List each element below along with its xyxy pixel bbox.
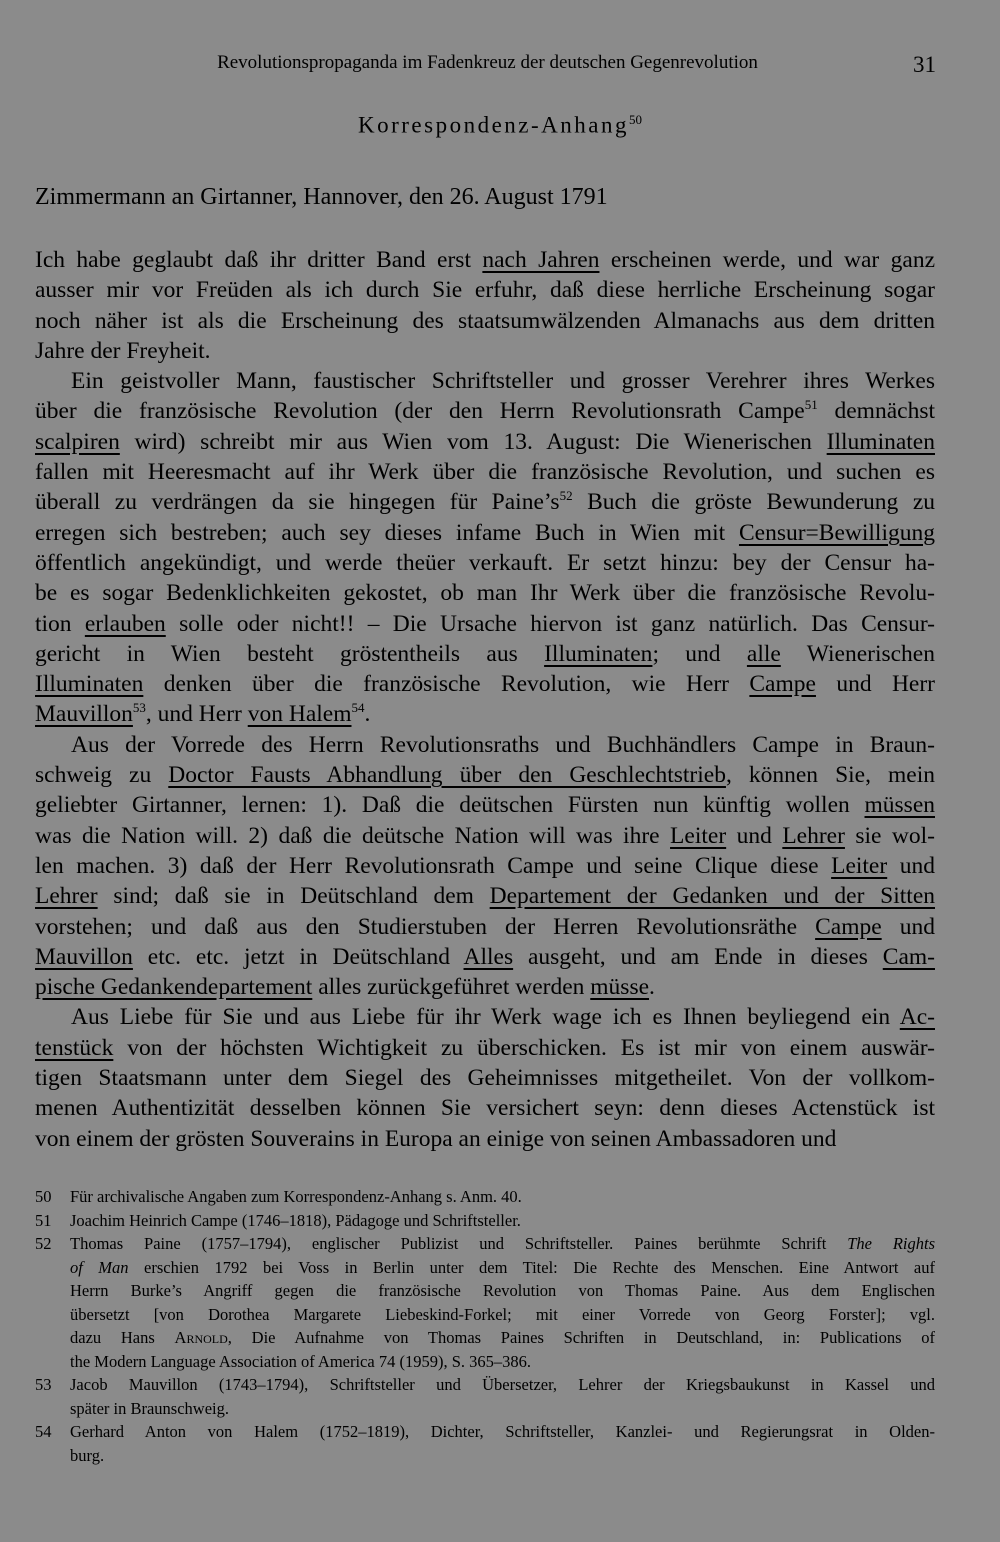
- underlined-text: nach Jahren: [482, 247, 600, 273]
- section-title: [0, 112, 1000, 139]
- text-run: öffentlich angekündigt, und werde theüer verkauft. Er setzt hinzu: bey der Censur ha-: [35, 549, 935, 576]
- underlined-text: Illuminaten: [826, 428, 935, 455]
- footnote-line: [70, 1350, 935, 1374]
- text-run: ausser mir vor Freüden als ich durch Sie erfuhr, daß diese herrliche Erscheinung sogar: [35, 277, 935, 304]
- footnote: [35, 1373, 935, 1420]
- text-line: [35, 336, 935, 366]
- underlined-text: Illuminaten: [544, 640, 653, 667]
- footnote-ref: 51: [804, 397, 818, 413]
- text-run: , und Herr: [145, 701, 248, 728]
- text-run: Thomas Paine (1757–1794), englischer Publizist und Schriftsteller. Paines berühmte Schrift: [70, 1234, 848, 1253]
- text-run: demnächst: [817, 398, 935, 425]
- text-run: fallen mit Heeresmacht auf ihr Werk über die französische Revolution, und suchen es: [35, 459, 935, 486]
- text-run: erschien 1792 bei Voss in Berlin unter dem Titel: Die Rechte des Menschen. Eine Antwort auf: [128, 1257, 935, 1277]
- underlined-text: von Halem: [247, 701, 352, 728]
- text-run: noch näher ist als die Erscheinung des staatsumwälzenden Almanachs aus dem dritten: [35, 307, 935, 334]
- text-line: [35, 912, 935, 942]
- text-run: vorstehen; und daß aus den Studierstuben der Herren Revolutionsräthe: [35, 913, 816, 940]
- text-run: von der höchsten Wichtigkeit zu überschicken. Es ist mir von einem auswär-: [113, 1034, 935, 1061]
- text-line: [35, 1033, 935, 1063]
- text-run: Ein geistvoller Mann, faustischer Schriftsteller und grosser Verehrer ihres Werkes: [71, 368, 935, 395]
- underlined-text: müsse: [590, 974, 650, 1001]
- text-line: [35, 396, 935, 426]
- text-line: [35, 699, 935, 729]
- italic-title: of Man: [70, 1257, 129, 1277]
- text-run: , können Sie, mein: [725, 762, 936, 789]
- text-run: dazu Hans: [70, 1328, 175, 1347]
- text-run: len machen. 3) daß der Herr Revolutionsrath Campe und seine Clique diese: [35, 852, 832, 879]
- letter-heading: Zimmermann an Girtanner, Hannover, den 26. August 1791: [35, 184, 608, 210]
- text-line: [35, 881, 935, 911]
- footnote-ref: 54: [351, 700, 365, 716]
- footnote-number: 53: [35, 1375, 52, 1394]
- text-run: über die französische Revolution (der den Herrn Revolutionsrath Campe: [35, 398, 805, 425]
- running-title: Revolutionspropaganda im Fadenkreuz der deutschen Gegenrevolution: [217, 52, 758, 73]
- text-run: tion: [35, 610, 85, 637]
- text-run: Aus der Vorrede des Herrn Revolutionsraths und Buchhändlers Campe in Braun-: [71, 731, 935, 758]
- running-head: [0, 52, 1000, 82]
- text-line: [35, 730, 935, 760]
- footnote-ref: 53: [132, 700, 146, 716]
- footnote: [35, 1232, 935, 1373]
- text-run: von einem der grösten Souverains in Europa an einige von seinen Ambassadoren und: [35, 1125, 837, 1152]
- text-line: [35, 518, 935, 548]
- text-run: ausgeht, und am Ende in dieses: [513, 943, 883, 970]
- text-line: [35, 760, 935, 790]
- footnote-line: [70, 1420, 935, 1444]
- text-run: übersetzt [von Dorothea Margarete Liebeskind-Forkel; mit einer Vorrede von Georg Forster]; vgl.: [70, 1304, 935, 1324]
- underlined-text: alle: [746, 640, 781, 667]
- text-run: .: [364, 701, 371, 728]
- footnote: [35, 1185, 935, 1209]
- page-number: 31: [913, 52, 936, 77]
- text-run: später in Braunschweig.: [70, 1398, 229, 1418]
- text-run: Wienerischen: [780, 640, 935, 667]
- footnote-line: [70, 1397, 935, 1421]
- underlined-text: Leiter: [670, 822, 727, 849]
- text-line: [35, 639, 935, 669]
- text-line: [35, 942, 935, 972]
- text-line: [35, 578, 935, 608]
- text-run: solle oder nicht!! – Die Ursache hiervon ist ganz natürlich. Das Censur-: [165, 610, 935, 637]
- text-run: und: [726, 822, 783, 849]
- text-run: menen Authentizität desselben können Sie versichert seyn: denn dieses Actenstück ist: [35, 1095, 935, 1122]
- section-title-text: Korrespondenz-Anhang: [358, 112, 629, 138]
- underlined-text: tenstück: [35, 1034, 114, 1061]
- text-run: Für archivalische Angaben zum Korrespondenz-Anhang s. Anm. 40.: [70, 1187, 522, 1206]
- text-run: Buch die gröste Bewunderung zu: [572, 489, 936, 516]
- underlined-text: Alles: [463, 943, 514, 970]
- text-run: wird) schreibt mir aus Wien vom 13. August: Die Wienerischen: [119, 428, 827, 455]
- text-line: [35, 306, 935, 336]
- text-run: be es sogar Bedenklichkeiten gekostet, ob man Ihr Werk über die französische Revolu-: [35, 580, 935, 607]
- text-run: geliebter Girtanner, lernen: 1). Daß die deütschen Fürsten nun künftig wollen: [35, 792, 865, 819]
- text-run: erscheinen werde, und war ganz: [599, 247, 935, 273]
- underlined-text: müssen: [864, 792, 935, 819]
- footnote-line: [70, 1303, 935, 1327]
- text-run: und Herr: [815, 671, 935, 698]
- footnote-number: 50: [35, 1187, 52, 1206]
- underlined-text: Illuminaten: [35, 671, 144, 698]
- text-run: Jahre der Freyheit.: [35, 337, 211, 364]
- author-name: Arnold: [174, 1328, 228, 1347]
- footnotes: [35, 1185, 935, 1467]
- text-run: sind; daß sie in Deütschland dem: [97, 883, 490, 910]
- footnote-number: 54: [35, 1422, 52, 1441]
- underlined-text: Censur=Bewilligung: [738, 519, 935, 546]
- text-run: alles zurückgeführet werden: [312, 974, 591, 1001]
- text-run: sie wol-: [844, 822, 936, 849]
- text-run: überall zu verdrängen da sie hingegen für Paine’s: [35, 489, 560, 516]
- text-run: Aus Liebe für Sie und aus Liebe für ihr Werk wage ich es Ihnen beyliegend ein: [71, 1004, 900, 1031]
- text-line: [35, 366, 935, 396]
- italic-title: The Rights: [847, 1234, 936, 1253]
- underlined-text: Lehrer: [35, 883, 98, 910]
- footnote-number: 52: [35, 1234, 52, 1253]
- underlined-text: Cam-: [882, 943, 935, 970]
- text-line: [35, 790, 935, 820]
- text-line: [35, 457, 935, 487]
- footnote-line: [70, 1279, 935, 1303]
- text-run: , Die Aufnahme von Thomas Paines Schriften in Deutschland, in: Publications of: [227, 1328, 935, 1347]
- text-run: Herrn Burke’s Angriff gegen die französische Revolution von Thomas Paine. Aus dem Englischen: [70, 1281, 935, 1300]
- text-line: [35, 1063, 935, 1093]
- footnote-number: 51: [35, 1210, 52, 1230]
- text-run: Gerhard Anton von Halem (1752–1819), Dichter, Schriftsteller, Kanzlei- und Regierungsrat in Olden-: [70, 1422, 935, 1441]
- footnote-line: [70, 1185, 935, 1209]
- footnote-line: [70, 1256, 935, 1280]
- underlined-text: scalpiren: [35, 428, 120, 455]
- text-line: [35, 1124, 935, 1154]
- underlined-text: Doctor Fausts Abhandlung über den Geschlechtstrieb: [168, 762, 726, 789]
- text-run: Jacob Mauvillon (1743–1794), Schriftsteller und Übersetzer, Lehrer der Kriegsbaukunst in Kassel und: [70, 1375, 935, 1394]
- text-line: [35, 275, 935, 305]
- underlined-text: Mauvillon: [35, 701, 133, 728]
- footnote-line: [70, 1444, 935, 1468]
- underlined-text: Leiter: [831, 852, 888, 879]
- text-run: Joachim Heinrich Campe (1746–1818), Pädagoge und Schriftsteller.: [70, 1210, 521, 1230]
- text-line: [35, 548, 935, 578]
- underlined-text: Departement der Gedanken und der Sitten: [489, 883, 935, 910]
- text-line: [35, 821, 935, 851]
- text-line: [35, 1093, 935, 1123]
- text-run: gericht in Wien besteht gröstentheils aus: [35, 640, 545, 667]
- footnote-line: [70, 1232, 935, 1256]
- underlined-text: Ac-: [899, 1004, 935, 1031]
- footnote-line: [70, 1326, 935, 1350]
- underlined-text: Mauvillon: [35, 943, 133, 970]
- text-run: schweig zu: [35, 762, 169, 789]
- underlined-text: erlauben: [84, 610, 166, 637]
- footnote-line: [70, 1209, 935, 1233]
- text-run: tigen Staatsmann unter dem Siegel des Geheimnisses mitgetheilet. Von der vollkom-: [35, 1065, 935, 1092]
- underlined-text: pische Gedankendepartement: [35, 974, 313, 1001]
- underlined-text: Campe: [749, 671, 816, 698]
- text-line: [35, 972, 935, 1002]
- footnote: [35, 1420, 935, 1467]
- text-run: was die Nation will. 2) daß die deütsche Nation will was ihre: [35, 822, 671, 849]
- text-line: [35, 609, 935, 639]
- underlined-text: Lehrer: [782, 822, 845, 849]
- text-run: .: [649, 974, 655, 1001]
- text-run: erregen sich bestreben; auch sey dieses infame Buch in Wien mit: [35, 519, 739, 546]
- underlined-text: Campe: [815, 913, 882, 940]
- text-line: [35, 245, 935, 275]
- text-run: Ich habe geglaubt daß ihr dritter Band erst: [35, 247, 483, 273]
- letter-body: [35, 245, 935, 1154]
- text-run: und: [887, 852, 936, 879]
- text-line: [35, 851, 935, 881]
- text-line: [35, 487, 935, 517]
- text-line: [35, 669, 935, 699]
- text-run: denken über die französische Revolution, wie Herr: [143, 671, 750, 698]
- footnote: [35, 1209, 935, 1233]
- footnote-ref: 52: [559, 488, 573, 504]
- text-line: [35, 427, 935, 457]
- text-run: ; und: [652, 640, 747, 667]
- text-line: [35, 1002, 935, 1032]
- text-run: the Modern Language Association of America 74 (1959), S. 365–386.: [70, 1351, 531, 1371]
- footnote-ref: 50: [628, 112, 642, 127]
- text-run: etc. etc. jetzt in Deütschland: [132, 943, 464, 970]
- footnote-line: [70, 1373, 935, 1397]
- text-run: burg.: [70, 1445, 105, 1465]
- text-run: und: [881, 913, 936, 940]
